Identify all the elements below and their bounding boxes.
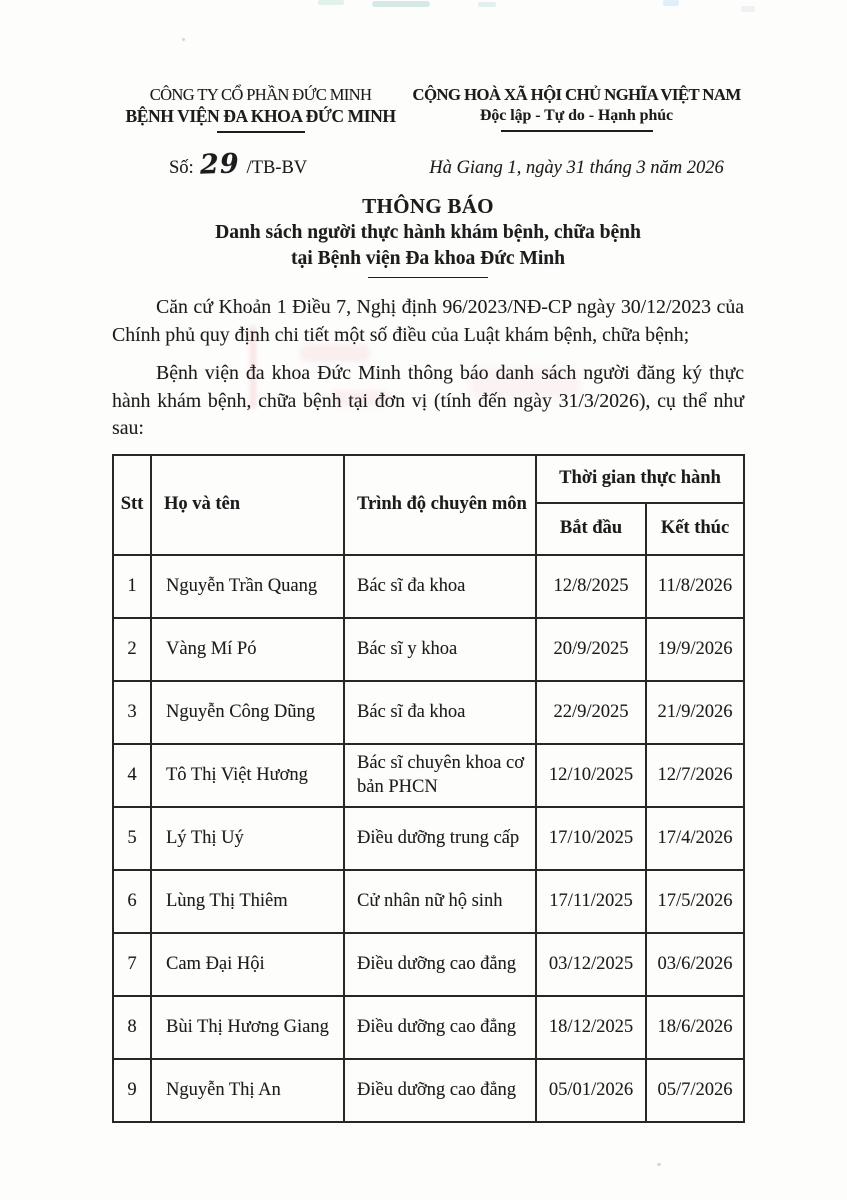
issuer-hospital-name: BỆNH VIỆN ĐA KHOA ĐỨC MINH: [125, 106, 396, 126]
col-header-qualification: Trình độ chuyên môn: [344, 455, 536, 555]
scan-artifact: [478, 2, 496, 7]
col-header-practice-period: Thời gian thực hành: [536, 455, 744, 503]
document-title: THÔNG BÁO: [362, 194, 494, 218]
table-row: [113, 870, 744, 933]
issuer-block: [112, 84, 409, 133]
place-date: Hà Giang 1, ngày 31 tháng 3 năm 2026: [429, 158, 724, 178]
cell-name: Tô Thị Việt Hương: [151, 744, 344, 807]
table-row: [113, 681, 744, 744]
cell-qualification: Bác sĩ đa khoa: [344, 681, 536, 744]
cell-stt: 6: [113, 870, 151, 933]
doc-number-label: Số:: [169, 158, 194, 178]
paragraph-legal-basis: Căn cứ Khoản 1 Điều 7, Nghị định 96/2023/NĐ-CP ngày 30/12/2023 của Chính phủ quy định chi tiết một số điều của Luật khám bệnh, chữa bệnh;: [112, 296, 744, 346]
cell-end-date: 11/8/2026: [646, 555, 744, 618]
doc-number-suffix: /TB-BV: [246, 158, 308, 178]
cell-end-date: 17/4/2026: [646, 807, 744, 870]
cell-qualification: Bác sĩ đa khoa: [344, 555, 536, 618]
cell-start-date: 05/01/2026: [536, 1059, 646, 1122]
doc-number-block: [112, 149, 409, 180]
scan-artifact: [741, 6, 755, 12]
cell-stt: 4: [113, 744, 151, 807]
table-row: [113, 933, 744, 996]
cell-name: Vàng Mí Pó: [151, 618, 344, 681]
doc-number-handwritten-value: 29: [199, 148, 241, 181]
cell-start-date: 18/12/2025: [536, 996, 646, 1059]
national-header-block: [409, 84, 744, 133]
cell-qualification: Bác sĩ chuyên khoa cơ bản PHCN: [344, 744, 536, 807]
cell-name: Lùng Thị Thiêm: [151, 870, 344, 933]
scan-artifact: [657, 1163, 661, 1166]
cell-qualification: Điều dưỡng cao đẳng: [344, 933, 536, 996]
cell-end-date: 21/9/2026: [646, 681, 744, 744]
cell-start-date: 20/9/2025: [536, 618, 646, 681]
table-row: [113, 1059, 744, 1122]
place-date-block: [409, 158, 744, 179]
motto-divider: [501, 130, 653, 132]
cell-qualification: Điều dưỡng cao đẳng: [344, 996, 536, 1059]
header-divider: [217, 131, 305, 133]
national-motto: Độc lập - Tự do - Hạnh phúc: [479, 107, 674, 124]
cell-start-date: 12/8/2025: [536, 555, 646, 618]
cell-stt: 5: [113, 807, 151, 870]
cell-end-date: 17/5/2026: [646, 870, 744, 933]
cell-name: Nguyễn Trần Quang: [151, 555, 344, 618]
practitioner-table-body: [113, 555, 744, 1122]
cell-stt: 2: [113, 618, 151, 681]
document-body: [112, 294, 744, 443]
paragraph-announcement: Bệnh viện đa khoa Đức Minh thông báo danh sách người đăng ký thực hành khám bệnh, chữa bệnh tại đơn vị (tính đến ngày 31/3/2026), cụ thể như sau:: [112, 362, 744, 439]
cell-qualification: Cử nhân nữ hộ sinh: [344, 870, 536, 933]
col-header-end-date: Kết thúc: [646, 503, 744, 555]
table-header: [113, 455, 744, 555]
document-subtitle-line2: tại Bệnh viện Đa khoa Đức Minh: [291, 248, 565, 269]
document-content: [112, 84, 744, 1123]
cell-stt: 9: [113, 1059, 151, 1122]
cell-qualification: Bác sĩ y khoa: [344, 618, 536, 681]
cell-stt: 3: [113, 681, 151, 744]
cell-stt: 8: [113, 996, 151, 1059]
title-divider: [368, 277, 488, 278]
cell-start-date: 22/9/2025: [536, 681, 646, 744]
table-row: [113, 996, 744, 1059]
scan-artifact: [372, 1, 430, 7]
cell-end-date: 05/7/2026: [646, 1059, 744, 1122]
col-header-stt: Stt: [113, 455, 151, 555]
col-header-name: Họ và tên: [151, 455, 344, 555]
cell-name: Nguyễn Thị An: [151, 1059, 344, 1122]
title-block: [112, 192, 744, 278]
cell-name: Bùi Thị Hương Giang: [151, 996, 344, 1059]
cell-qualification: Điều dưỡng cao đẳng: [344, 1059, 536, 1122]
scan-artifact: [663, 0, 679, 6]
cell-end-date: 19/9/2026: [646, 618, 744, 681]
scan-artifact: [318, 0, 344, 5]
table-row: [113, 555, 744, 618]
cell-start-date: 17/10/2025: [536, 807, 646, 870]
practitioner-table: [112, 454, 745, 1123]
document-header: [112, 84, 744, 133]
meta-row: [112, 149, 744, 180]
cell-name: Cam Đại Hội: [151, 933, 344, 996]
cell-stt: 1: [113, 555, 151, 618]
cell-end-date: 12/7/2026: [646, 744, 744, 807]
cell-name: Nguyễn Công Dũng: [151, 681, 344, 744]
cell-name: Lý Thị Uý: [151, 807, 344, 870]
issuer-company-name: CÔNG TY CỔ PHẦN ĐỨC MINH: [149, 85, 372, 104]
col-header-start-date: Bắt đầu: [536, 503, 646, 555]
national-title: CỘNG HOÀ XÃ HỘI CHỦ NGHĨA VIỆT NAM: [412, 85, 741, 104]
cell-start-date: 12/10/2025: [536, 744, 646, 807]
document-number: [169, 149, 409, 180]
cell-qualification: Điều dưỡng trung cấp: [344, 807, 536, 870]
cell-start-date: 03/12/2025: [536, 933, 646, 996]
cell-end-date: 03/6/2026: [646, 933, 744, 996]
cell-stt: 7: [113, 933, 151, 996]
table-row: [113, 744, 744, 807]
cell-end-date: 18/6/2026: [646, 996, 744, 1059]
scan-artifact: [182, 38, 185, 41]
table-row: [113, 807, 744, 870]
cell-start-date: 17/11/2025: [536, 870, 646, 933]
document-subtitle-line1: Danh sách người thực hành khám bệnh, chữa bệnh: [215, 222, 641, 243]
table-row: [113, 618, 744, 681]
